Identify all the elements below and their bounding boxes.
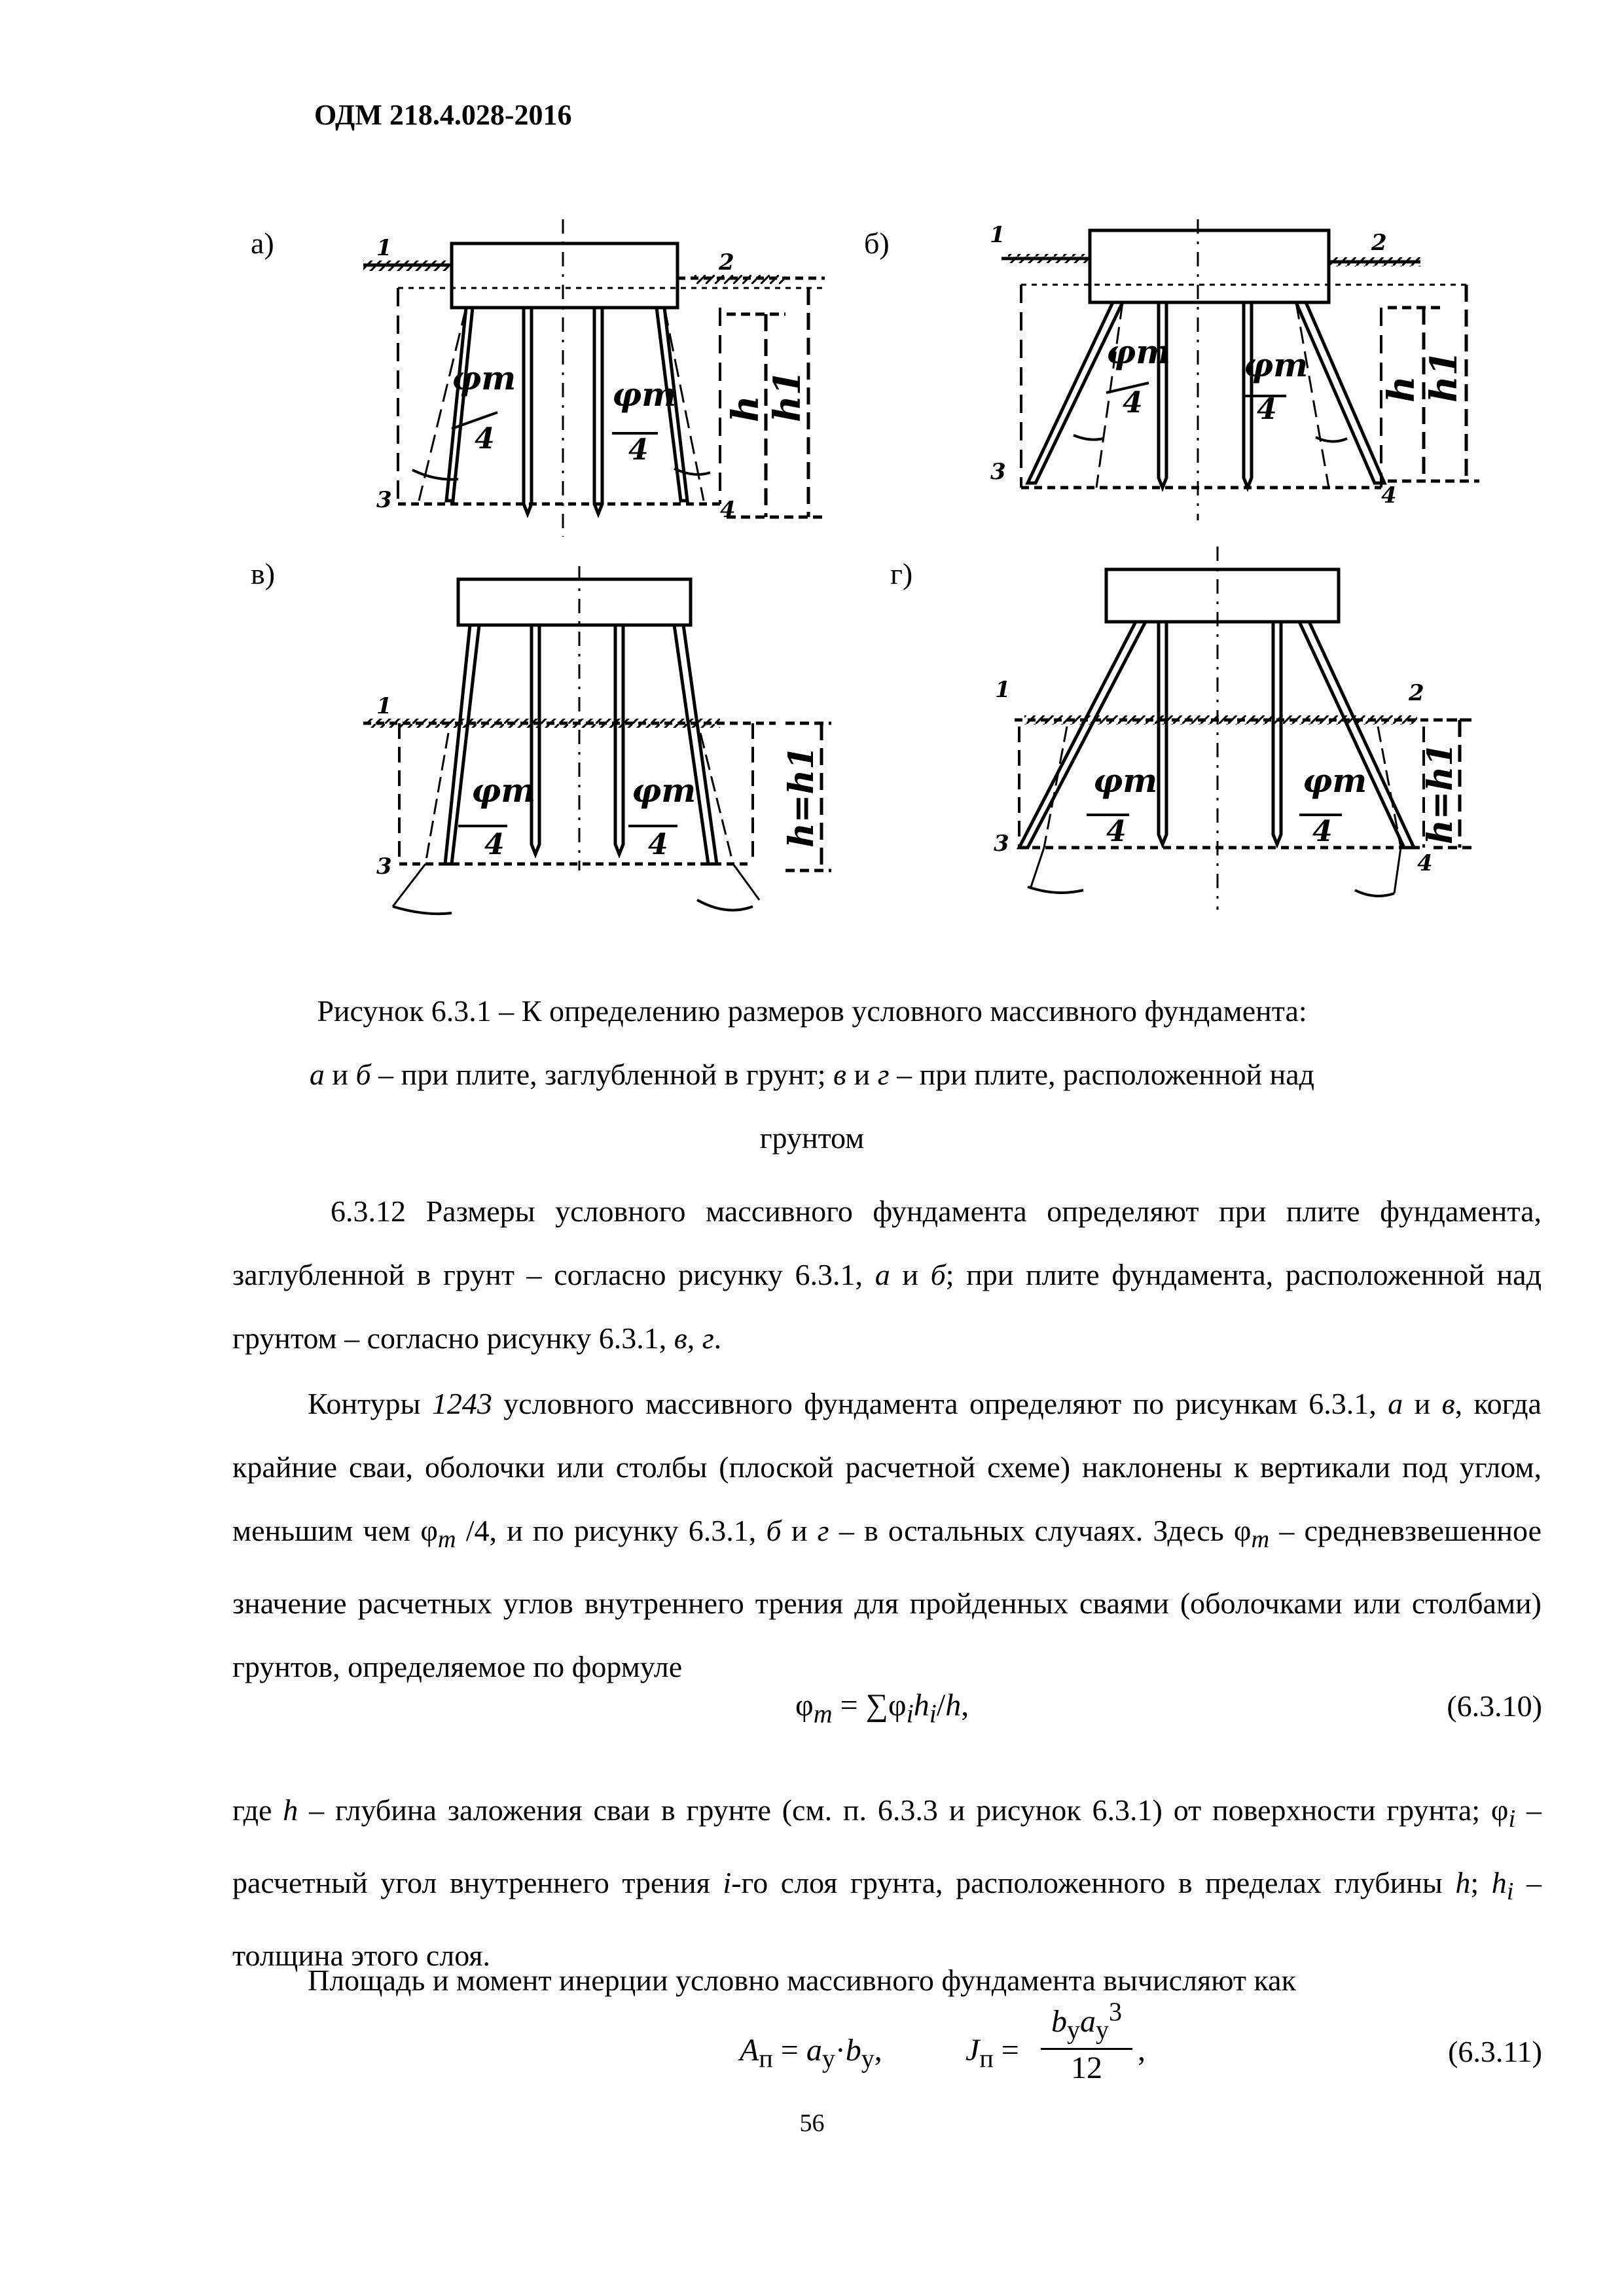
figure-caption-line2: а и б – при плите, заглубленной в грунт; в и г – при плите, расположенной над <box>309 1058 1315 1091</box>
panel-g-num-4: 4 <box>1417 850 1433 876</box>
panel-a-drawing <box>363 219 825 537</box>
panel-a-num-3: 3 <box>376 487 392 513</box>
panel-b-num-1: 1 <box>990 222 1005 248</box>
formula-6-3-11-fraction: $b_уa_у^3$ 12 <box>1041 1996 1132 2086</box>
panel-a-num-2: 2 <box>719 249 734 276</box>
panel-a-angle-left: φm <box>452 359 516 397</box>
panel-v-num-1: 1 <box>376 693 392 719</box>
panel-b-drawing <box>1001 219 1479 520</box>
panel-b-angle-left: φm <box>1106 332 1171 371</box>
figure-caption-line1: Рисунок 6.3.1 – К определению размеров условного массивного фундамента: <box>317 994 1307 1028</box>
panel-a-quarter-right: 4 <box>628 433 649 467</box>
paragraph-6-3-12: 6.3.12 Размеры условного массивного фундамента определяют при плите фундамента, заглубленной в грунт – согласно рисунку 6.3.1, а и б; при плите фундамента, расположенной над грунтом – согласно рисунку 6.3.1, в, г. <box>232 1194 1542 1355</box>
panel-v-dim-h-h1: h=h1 <box>782 745 821 848</box>
panel-b-dim-h1: h1 <box>1422 350 1466 403</box>
panel-v-quarter-left: 4 <box>484 828 505 861</box>
panel-v-quarter-right: 4 <box>648 828 668 861</box>
panel-b-num-4: 4 <box>1381 482 1397 509</box>
panel-a-angle-right: φm <box>612 375 677 414</box>
panel-a-quarter-left: 4 <box>475 422 495 456</box>
paragraph-where: где h – глубина заложения сваи в грунте (см. п. 6.3.3 и рисунок 6.3.1) от поверхности грунта; $\varphi_i$ – расчетный угол внутреннего трения i-го слоя грунта, расположенного в пределах глубины h; $h_i$ – толщина этого слоя. <box>232 1793 1542 1973</box>
panel-g-num-3: 3 <box>994 831 1009 857</box>
panel-g-angle-right: φm <box>1303 761 1367 800</box>
panel-v-angle-left: φm <box>471 771 536 810</box>
paragraph-contours: Контуры 1243 условного массивного фундамента определяют по рисункам 6.3.1, а и в, когда крайние сваи, оболочки или столбы (плоской расчетной схеме) наклонены к вертикали под углом, меньшим чем $\varphi_m$ /4, и по рисунку 6.3.1, б и г – в остальных случаях. Здесь $\varphi_m$ – средневзвешенное значение расчетных углов внутреннего трения для пройденных сваями (оболочками или столбами) грунтов, определяемое по формуле <box>232 1387 1542 1684</box>
panel-b-angle-right: φm <box>1244 346 1308 384</box>
equation-number-6-3-11: (6.3.11) <box>1448 2035 1542 2068</box>
formula-6-3-11-area: $A_п = a_у\cdot b_у$, <box>740 2033 882 2073</box>
panel-a-dim-h1: h1 <box>766 370 809 422</box>
paragraph-area: Площадь и момент инерции условно массивного фундамента вычисляют как <box>308 1964 1296 1997</box>
panel-g-drawing <box>1015 547 1476 910</box>
panel-label-g: г) <box>890 557 913 590</box>
panel-label-v: в) <box>251 557 276 590</box>
panel-b-quarter-right: 4 <box>1257 393 1277 426</box>
panel-g-dim-h-h1: h=h1 <box>1420 742 1460 844</box>
page-number: 56 <box>799 2109 825 2137</box>
panel-b-quarter-left: 4 <box>1123 386 1143 420</box>
formula-6-3-11-inertia-lhs: $J_п$ = <box>965 2033 1019 2073</box>
panel-g-angle-left: φm <box>1093 761 1158 800</box>
panel-v-num-3: 3 <box>376 853 392 880</box>
panel-label-a: а) <box>251 226 274 260</box>
panel-a-dim-h: h <box>724 395 767 422</box>
formula-6-3-11-comma: , <box>1138 2033 1146 2068</box>
panel-g-quarter-right: 4 <box>1312 815 1333 848</box>
panel-b-num-2: 2 <box>1371 230 1387 256</box>
panel-a-num-4: 4 <box>720 497 736 523</box>
figure-caption-line3: грунтом <box>759 1121 865 1155</box>
foundation-figure <box>0 0 1624 969</box>
panel-g-quarter-left: 4 <box>1106 815 1127 848</box>
formula-6-3-10: $\varphi_m = \sum\varphi_ih_i/h$, <box>795 1688 969 1729</box>
panel-a-num-1: 1 <box>376 235 392 261</box>
panel-b-num-3: 3 <box>990 459 1006 485</box>
equation-number-6-3-10: (6.3.10) <box>1447 1689 1542 1723</box>
panel-g-num-2: 2 <box>1409 680 1424 706</box>
document-code-header: ОДМ 218.4.028-2016 <box>314 99 572 131</box>
panel-v-drawing <box>363 566 831 914</box>
panel-v-angle-right: φm <box>632 771 696 810</box>
panel-g-num-1: 1 <box>995 677 1011 703</box>
panel-label-b: б) <box>864 226 890 260</box>
panel-b-dim-h: h <box>1380 376 1423 403</box>
